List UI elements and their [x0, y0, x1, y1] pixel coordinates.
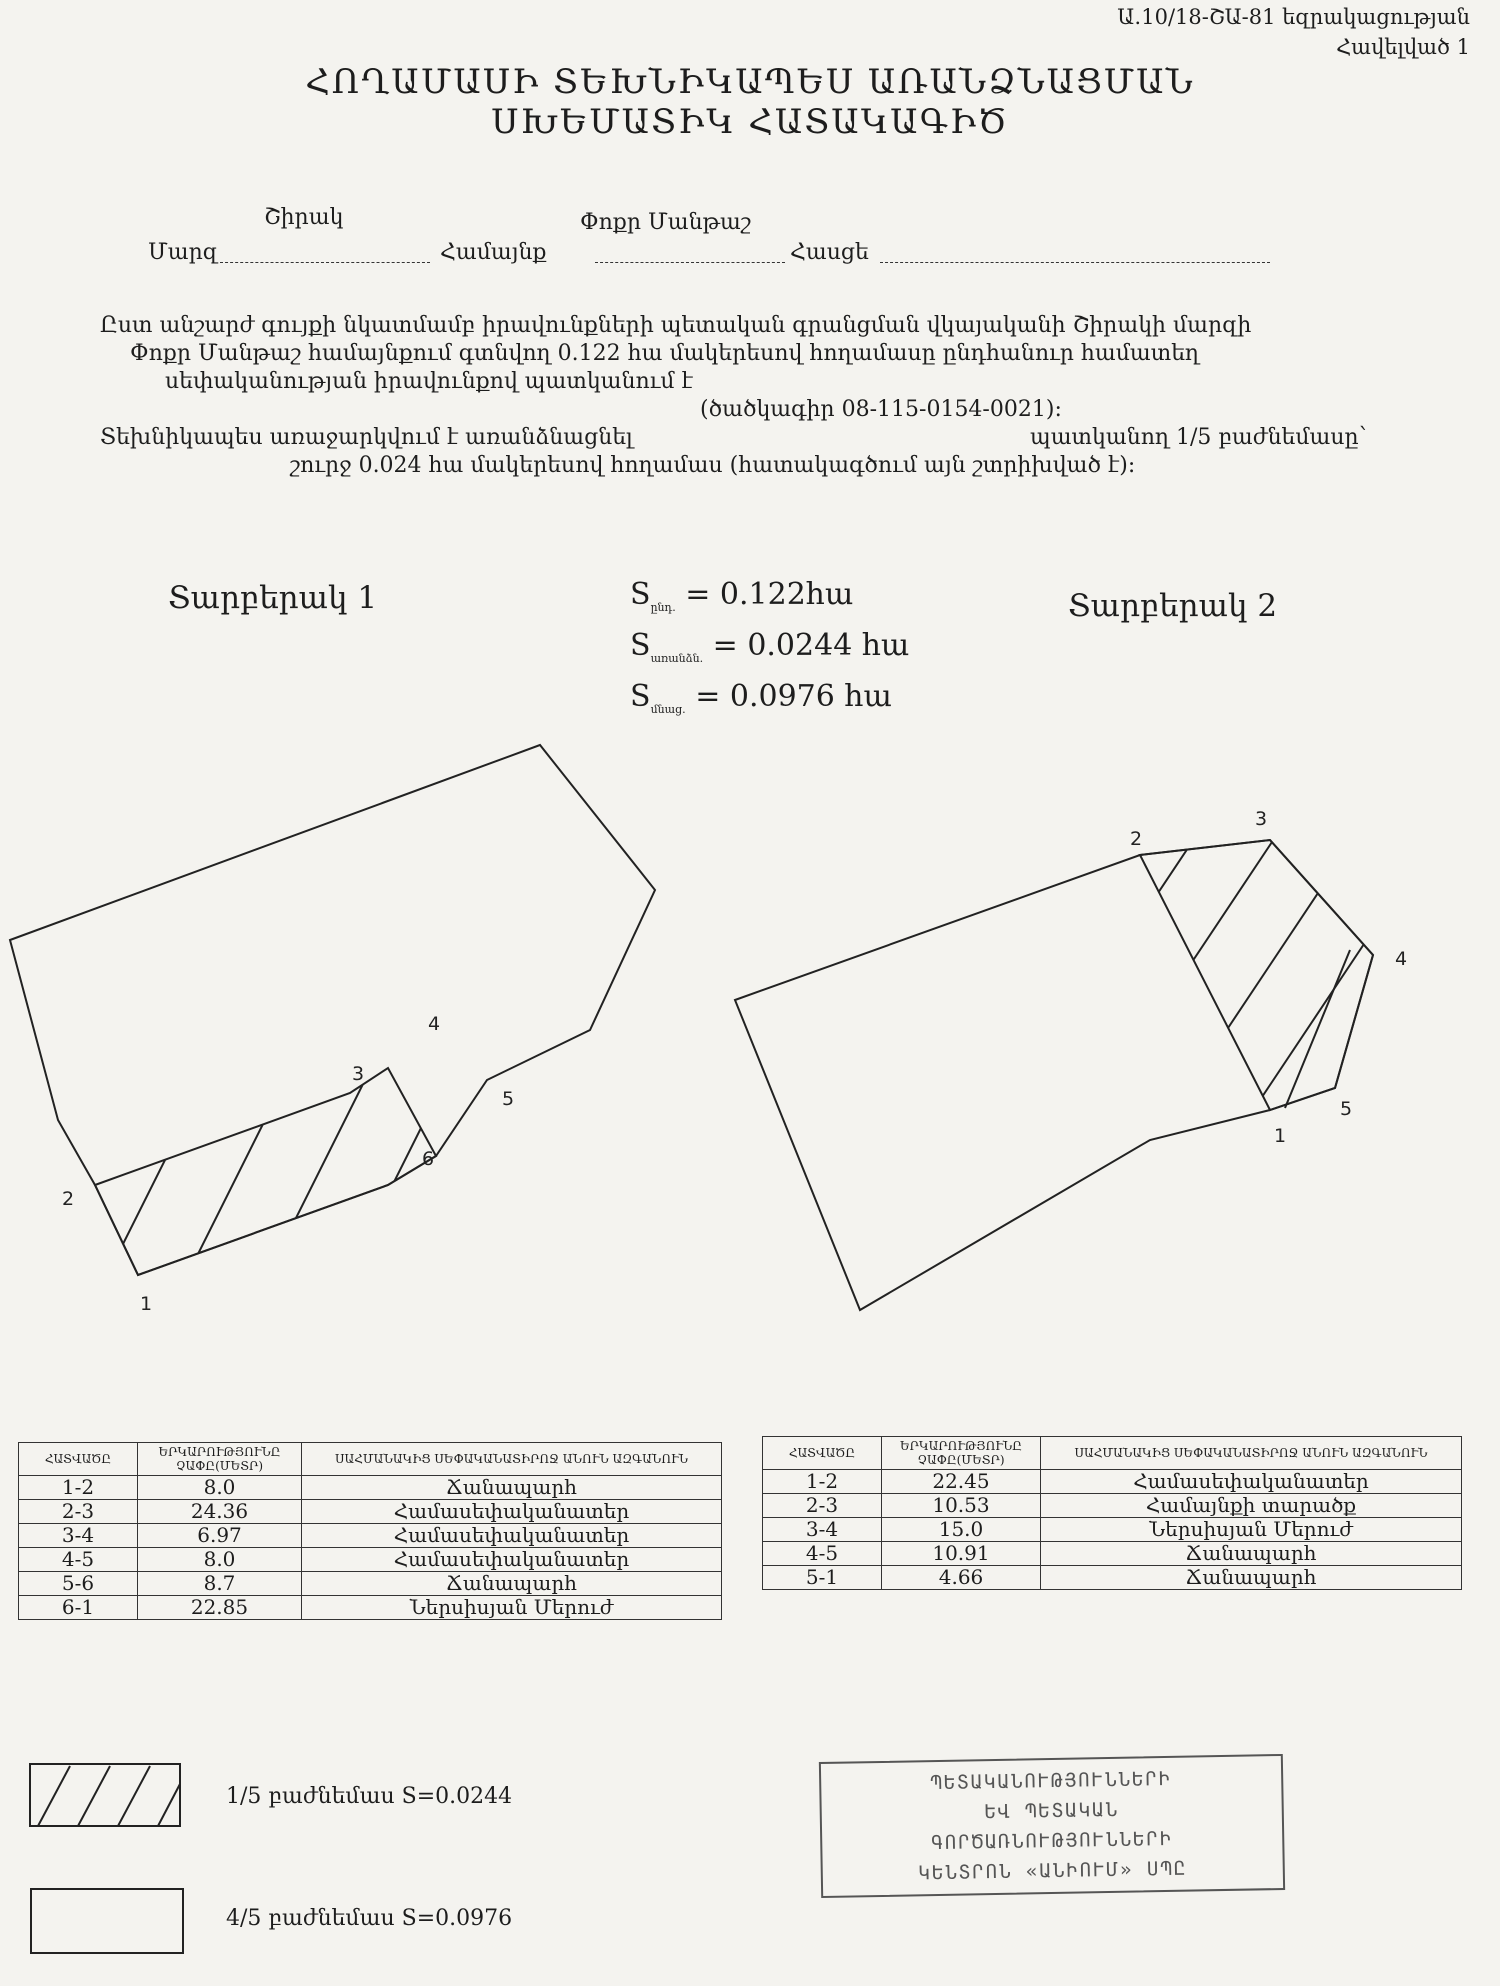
vertex-label-6: 6 [422, 1148, 435, 1170]
header-length: ԵՐԿԱՐՈՒԹՅՈՒՆԸ ՉԱՓԸ(ՄԵՏՐ) [138, 1443, 302, 1476]
region-fill-line [220, 262, 430, 263]
table-row: 2-3 10.53 Համայնքի տարածք [763, 1494, 1462, 1518]
vertex-label-1: 1 [1274, 1125, 1287, 1147]
address-label: Հասցե [790, 240, 869, 265]
legend-hatched-swatch [28, 1762, 190, 1832]
vertex-label-1: 1 [140, 1293, 153, 1315]
area-total: $S_{ընդ.}$ = 0.122հա [630, 577, 854, 614]
region-label: Մարզ [148, 240, 218, 265]
vertex-label-2: 2 [62, 1188, 75, 1210]
organization-stamp: ՊԵՏԱԿԱՆՈՒԹՅՈՒՆՆԵՐԻ ԵՎ ՊԵՏԱԿԱՆ ԳՈՐԾԱՌՆՈՒԹՅՈՒՆՆԵՐԻ ԿԵՆՏՐՈՆ «ԱՆԻՈՒՄ» ՍՊԸ [819, 1754, 1285, 1898]
description-line-5: շուրջ 0.024 հա մակերեսով հողամաս (հատակագծում այն շտրիխված է): [290, 453, 1136, 478]
table-row: 2-3 24.36 Համասեփականատեր [19, 1500, 722, 1524]
table-row: 4-5 10.91 Ճանապարհ [763, 1542, 1462, 1566]
cadastral-code: (ծածկագիր 08-115-0154-0021): [700, 397, 1062, 422]
vertex-label-2: 2 [1130, 828, 1143, 850]
description-line-4a: Տեխնիկապես առաջարկվում է առանձնացնել [100, 425, 633, 450]
vertex-label-5: 5 [1340, 1098, 1353, 1120]
region-value: Շիրակ [264, 205, 344, 230]
title-line-2: ՍԽԵՄԱՏԻԿ ՀԱՏԱԿԱԳԻԾ [491, 102, 1009, 142]
plan-variant-1 [0, 710, 700, 1350]
document-header [1117, 2, 1470, 62]
hatched-share-1 [95, 1068, 436, 1275]
boundary-table-1 [18, 1442, 722, 1620]
variant-2-title: Տարբերակ 2 [1068, 588, 1278, 624]
area-share: $S_{առանձն.} = 0.0244$ հա [630, 628, 910, 665]
table-row: 4-5 8.0 Համասեփականատեր [19, 1548, 722, 1572]
table-row: 5-6 8.7 Ճանապարհ [19, 1572, 722, 1596]
hatched-share-2 [1140, 840, 1373, 1110]
description-line-3: սեփականության իրավունքով պատկանում է [165, 369, 693, 394]
legend-plain-swatch [30, 1888, 184, 1954]
plan-variant-2 [700, 710, 1440, 1360]
plot-outline-1 [10, 745, 655, 1275]
legend-plain-label: 4/5 բաժնեմաս S=0.0976 [226, 1906, 513, 1931]
appendix-label: Հավելված 1 [1336, 35, 1470, 59]
header-segment: ՀԱՏՎԱԾԸ [19, 1443, 138, 1476]
document-title [0, 62, 1500, 142]
hatching-1 [40, 1010, 640, 1350]
vertex-label-4: 4 [428, 1013, 441, 1035]
address-fill-line [880, 262, 1270, 263]
table-row: 3-4 15.0 Ներսիսյան Մերուժ [763, 1518, 1462, 1542]
table-row: 3-4 6.97 Համասեփականատեր [19, 1524, 722, 1548]
description-line-2: Փոքր Մանթաշ համայնքում գտնվող 0.122 հա մակերեսով հողամասը ընդհանուր համատեղ [130, 341, 1200, 366]
header-segment: ՀԱՏՎԱԾԸ [763, 1437, 882, 1470]
community-fill-line [595, 262, 785, 263]
community-value: Փոքր Մանթաշ [580, 210, 752, 235]
vertex-label-3: 3 [1255, 808, 1268, 830]
title-line-1: ՀՈՂԱՄԱՍԻ ՏԵԽՆԻԿԱՊԵՍ ԱՌԱՆՁՆԱՑՄԱՆ [305, 62, 1195, 102]
boundary-table-2 [762, 1436, 1462, 1590]
vertex-label-5: 5 [502, 1088, 515, 1110]
hatching-2 [1060, 710, 1440, 1340]
table-row: 6-1 22.85 Ներսիսյան Մերուժ [19, 1596, 722, 1620]
table-row: 1-2 8.0 Ճանապարհ [19, 1476, 722, 1500]
community-label: Համայնք [440, 240, 547, 265]
area-summary [630, 576, 909, 729]
legend-hatched-label: 1/5 բաժնեմաս S=0.0244 [226, 1784, 513, 1809]
table-row: 1-2 22.45 Համասեփականատեր [763, 1470, 1462, 1494]
description-line-4b: պատկանող 1/5 բաժնեմասը՝ [1030, 425, 1367, 450]
vertex-label-4: 4 [1395, 948, 1408, 970]
table-row: 5-1 4.66 Ճանապարհ [763, 1566, 1462, 1590]
area-remaining: $S_{մնաց.} = 0.0976$ հա [630, 679, 892, 716]
vertex-label-3: 3 [352, 1063, 365, 1085]
reference-number: Ա․10/18-ՇԱ-81 եզրակացության [1117, 5, 1470, 29]
header-neighbor: ՍԱՀՄԱՆԱԿԻՑ ՍԵՓԱԿԱՆԱՏԻՐՈՋ ԱՆՈՒՆ ԱԶԳԱՆՈՒՆ [1041, 1437, 1462, 1470]
variant-1-title: Տարբերակ 1 [168, 580, 378, 616]
header-neighbor: ՍԱՀՄԱՆԱԿԻՑ ՍԵՓԱԿԱՆԱՏԻՐՈՋ ԱՆՈՒՆ ԱԶԳԱՆՈՒՆ [302, 1443, 722, 1476]
description-line-1: Ըստ անշարժ գույքի նկատմամբ իրավունքների պետական գրանցման վկայականի Շիրակի մարզի [100, 313, 1252, 338]
header-length: ԵՐԿԱՐՈՒԹՅՈՒՆԸ ՉԱՓԸ(ՄԵՏՐ) [882, 1437, 1041, 1470]
